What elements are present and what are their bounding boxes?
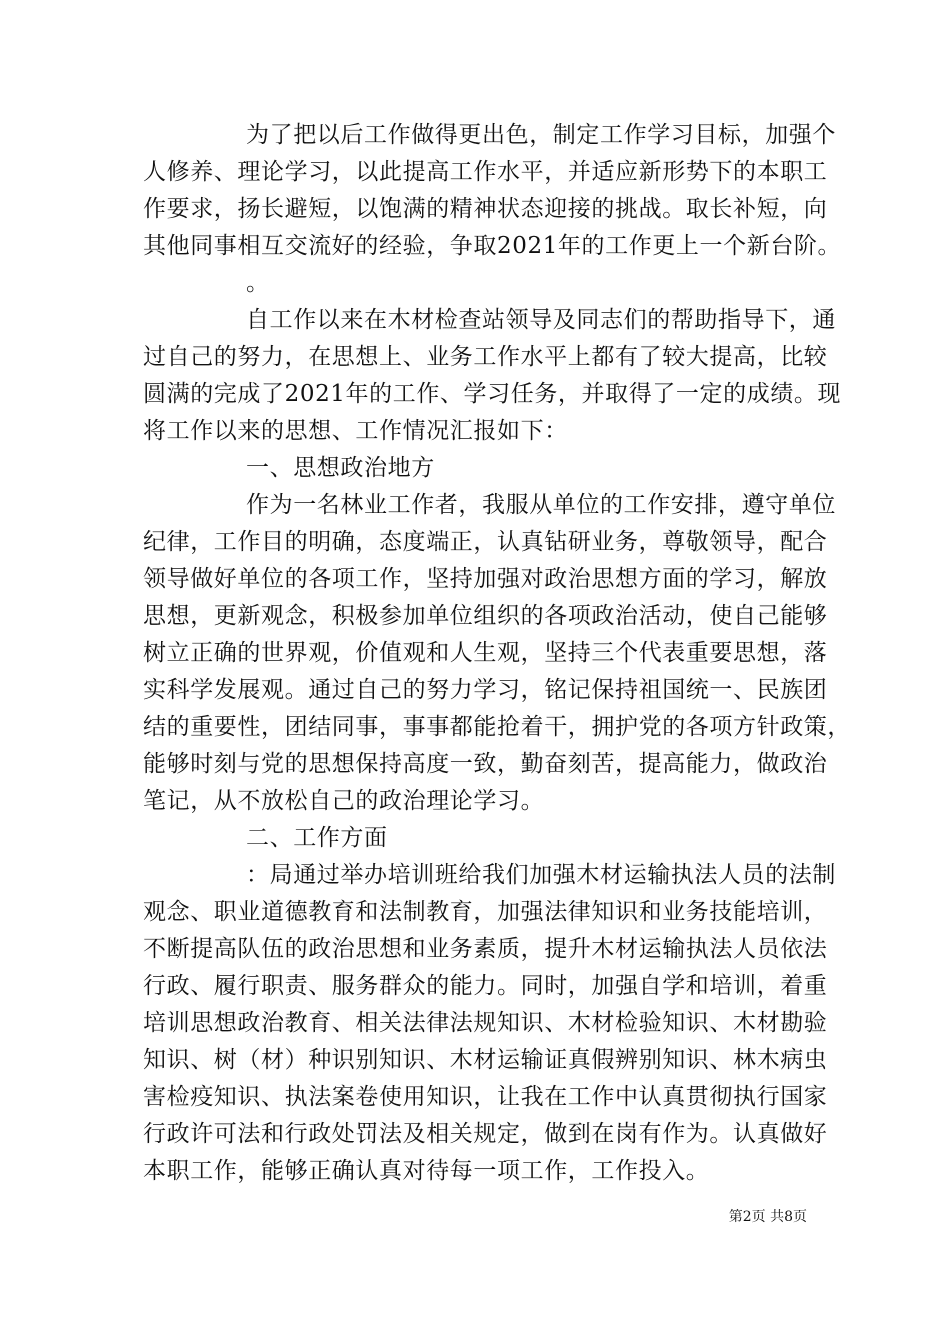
body-text-line: 。: [246, 270, 270, 296]
body-text-line: 行政、履行职责、服务群众的能力。同时，加强自学和培训，着重: [143, 973, 828, 999]
body-text-line: 观念、职业道德教育和法制教育，加强法律知识和业务技能培训，: [143, 899, 828, 925]
body-text-line: 结的重要性，团结同事，事事都能抢着干，拥护党的各项方针政策，: [143, 714, 851, 740]
body-text-line: 笔记，从不放松自己的政治理论学习。: [143, 788, 545, 814]
body-text-line: 思想，更新观念，积极参加单位组织的各项政治活动，使自己能够: [143, 603, 828, 629]
body-text-line: 作为一名林业工作者，我服从单位的工作安排，遵守单位: [246, 492, 836, 518]
section-heading: 一、思想政治地方: [246, 455, 435, 481]
body-text-line: 培训思想政治教育、相关法律法规知识、木材检验知识、木材勘验: [143, 1010, 828, 1036]
body-text-line: 圆满的完成了2021年的工作、学习任务，并取得了一定的成绩。现: [143, 381, 842, 407]
body-text-line: 害检疫知识、执法案卷使用知识，让我在工作中认真贯彻执行国家: [143, 1084, 828, 1110]
page-number-footer: 第2页 共8页: [728, 1209, 807, 1225]
body-text-line: 不断提高队伍的政治思想和业务素质，提升木材运输执法人员依法: [143, 936, 828, 962]
body-text-line: 树立正确的世界观，价值观和人生观，坚持三个代表重要思想，落: [143, 640, 828, 666]
body-text-line: 人修养、理论学习，以此提高工作水平，并适应新形势下的本职工: [143, 159, 828, 185]
body-text-line: 领导做好单位的各项工作，坚持加强对政治思想方面的学习，解放: [143, 566, 828, 592]
body-text-line: 为了把以后工作做得更出色，制定工作学习目标，加强个: [246, 122, 836, 148]
body-text-line: 实科学发展观。通过自己的努力学习，铭记保持祖国统一、民族团: [143, 677, 828, 703]
body-text-line: 其他同事相互交流好的经验，争取2021年的工作更上一个新台阶。: [143, 233, 842, 259]
body-text-line: 过自己的努力，在思想上、业务工作水平上都有了较大提高，比较: [143, 344, 828, 370]
body-text-line: 作要求，扬长避短，以饱满的精神状态迎接的挑战。取长补短，向: [143, 196, 828, 222]
body-text-line: 本职工作，能够正确认真对待每一项工作，工作投入。: [143, 1158, 710, 1184]
body-text-line: 能够时刻与党的思想保持高度一致，勤奋刻苦，提高能力，做政治: [143, 751, 828, 777]
body-text-line: ：局通过举办培训班给我们加强木材运输执法人员的法制: [246, 862, 836, 888]
body-text-line: 行政许可法和行政处罚法及相关规定，做到在岗有作为。认真做好: [143, 1121, 828, 1147]
section-heading: 二、工作方面: [246, 825, 388, 851]
body-text-line: 将工作以来的思想、工作情况汇报如下：: [143, 418, 568, 444]
body-text-line: 自工作以来在木材检查站领导及同志们的帮助指导下，通: [246, 307, 836, 333]
body-text-line: 纪律，工作目的明确，态度端正，认真钻研业务，尊敬领导，配合: [143, 529, 828, 555]
body-text-line: 知识、树（材）种识别知识、木材运输证真假辨别知识、林木病虫: [143, 1047, 828, 1073]
